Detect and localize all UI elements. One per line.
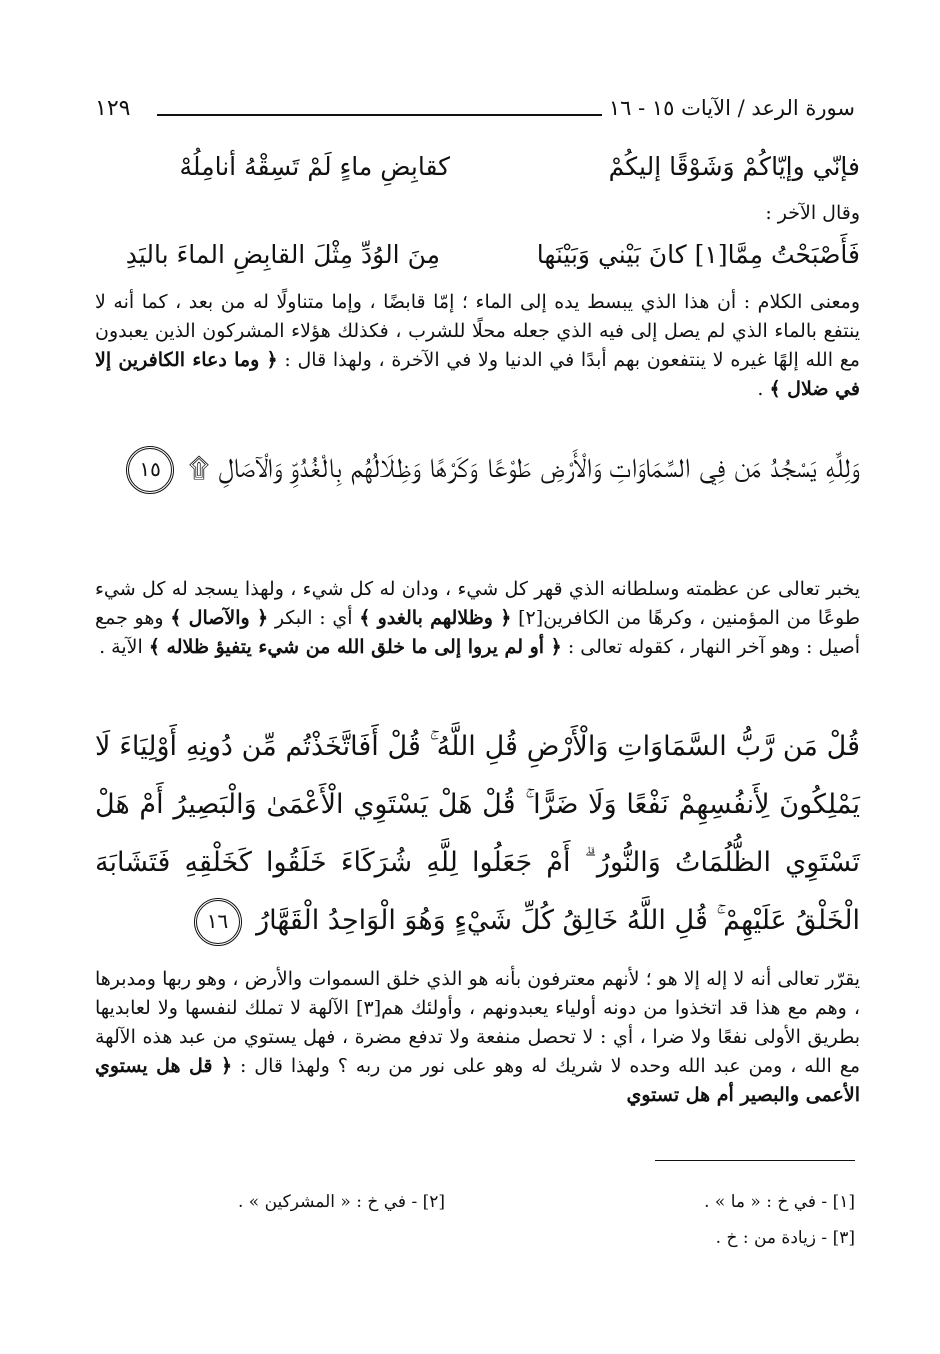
page-header bbox=[95, 92, 855, 132]
header-rule bbox=[157, 114, 602, 116]
quran-quote: ﴿ قل هل يستوي الأعمى والبصير أم هل تستوي bbox=[95, 1055, 860, 1106]
hemistich-left: مِنَ الوُدِّ مِثْلَ القابِضِ الماءَ باليَدِ bbox=[125, 240, 440, 269]
commentary-paragraph-2: يخبر تعالى عن عظمته وسلطانه الذي قهر كل شيء ، ودان له كل شيء ، ولهذا يسجد له كل شيء طوعًا من المؤمنين ، وكرهًا من الكافرين[٢] ﴿ وظلالهم بالغدو ﴾ أي : البكر ﴿ والآصال ﴾ وهو جمع أصيل : وهو آخر النهار ، كقوله تعالى : ﴿ أو لم يروا إلى ما خلق الله من شيء يتفيؤ ظلاله ﴾ الآية . bbox=[95, 578, 860, 658]
footnote-3: [٣] - زيادة من : خ . bbox=[715, 1228, 855, 1248]
ayah-number-marker: ١٦ bbox=[194, 898, 242, 946]
ayah-number-marker: ١٥ bbox=[126, 446, 174, 494]
hemistich-left: كقابِضِ ماءٍ لَمْ تَسِقْهُ أنامِلُهْ bbox=[179, 152, 450, 181]
page-number: ١٢٩ bbox=[95, 96, 131, 121]
commentary-paragraph-3: يقرّر تعالى أنه لا إله إلا هو ؛ لأنهم معترفون بأنه هو الذي خلق السموات والأرض ، وهو ربها ومدبرها ، وهم مع هذا قد اتخذوا من دونه أولياء يعبدونهم ، وأولئك هم[٣] الآلهة لا تملك لنفسها ولا لعابديها بطريق الأولى نفعًا ولا ضرا ، أي : لا تحصل منفعة ولا تدفع مضرة ، فهل يستوي من عبد هذه الآلهة مع الله ، ومن عبد الله وحده لا شريك له وهو على نور من ربه ؟ ولهذا قال : ﴿ قل هل يستوي الأعمى والبصير أم هل تستوي bbox=[95, 968, 861, 1106]
quran-quote: ﴿ وما دعاء الكافرين إلا في ضلال ﴾ bbox=[95, 349, 860, 400]
another-poet-label: وقال الآخر : bbox=[765, 202, 860, 224]
hemistich-right: فإنّي وإيّاكُمْ وَشَوْقًا إليكُمْ bbox=[608, 152, 860, 181]
quran-quote: ﴿ والآصال ﴾ bbox=[170, 607, 269, 629]
ayah-text: قُلْ مَن رَّبُّ السَّمَاوَاتِ وَالْأَرْضِ قُلِ اللَّهُ ۚ قُلْ أَفَاتَّخَذْتُم مِّن دُونِهِ أَوْلِيَاءَ لَا يَمْلِكُونَ لِأَنفُسِهِمْ نَفْعًا وَلَا ضَرًّا ۚ قُلْ هَلْ يَسْتَوِي الْأَعْمَىٰ وَالْبَصِيرُ أَمْ هَلْ تَسْتَوِي الظُّلُمَاتُ وَالنُّورُ ۗ أَمْ جَعَلُوا لِلَّهِ شُرَكَاءَ خَلَقُوا كَخَلْقِهِ فَتَشَابَهَ الْخَلْقُ عَلَيْهِمْ ۚ قُلِ اللَّهُ خَالِقُ كُلِّ شَيْءٍ وَهُوَ الْوَاحِدُ الْقَهَّارُ bbox=[95, 731, 860, 936]
hemistich-right: فَأَصْبَحْتُ مِمَّا[١] كانَ بَيْني وَبَيْنَها bbox=[536, 240, 860, 269]
footnote-1: [١] - في خ : « ما » . bbox=[704, 1192, 855, 1212]
ayah-15 bbox=[95, 440, 860, 498]
quran-quote: ﴿ وظلالهم بالغدو ﴾ bbox=[359, 607, 512, 629]
ayah-text: وَلِلَّهِ يَسْجُدُ مَن فِي السَّمَاوَاتِ وَالْأَرْضِ طَوْعًا وَكَرْهًا وَظِلَالُهُم بِالْغُدُوِّ وَالْآصَالِ ۩ bbox=[188, 453, 860, 484]
footnote-2: [٢] - في خ : « المشركين » . bbox=[237, 1192, 445, 1212]
ayah-16 bbox=[95, 718, 860, 950]
footnote-rule bbox=[655, 1160, 855, 1161]
quran-quote: ﴿ أو لم يروا إلى ما خلق الله من شيء يتفيؤ ظلاله ﴾ bbox=[148, 636, 562, 658]
running-title: سورة الرعد / الآيات ١٥ - ١٦ bbox=[608, 96, 855, 120]
commentary-paragraph-1: ومعنى الكلام : أن هذا الذي يبسط يده إلى الماء ؛ إمّا قابضًا ، وإما متناولًا له من بعد ، كما أنه لا ينتفع بالماء الذي لم يصل إلى فيه الذي جعله محلًا للشرب ، فكذلك هؤلاء المشركون الذين يعبدون مع الله إلهًا غيره لا ينتفعون بهم أبدًا في الدنيا ولا في الآخرة ، ولهذا قال : ﴿ وما دعاء الكافرين إلا في ضلال ﴾ . bbox=[95, 291, 860, 400]
